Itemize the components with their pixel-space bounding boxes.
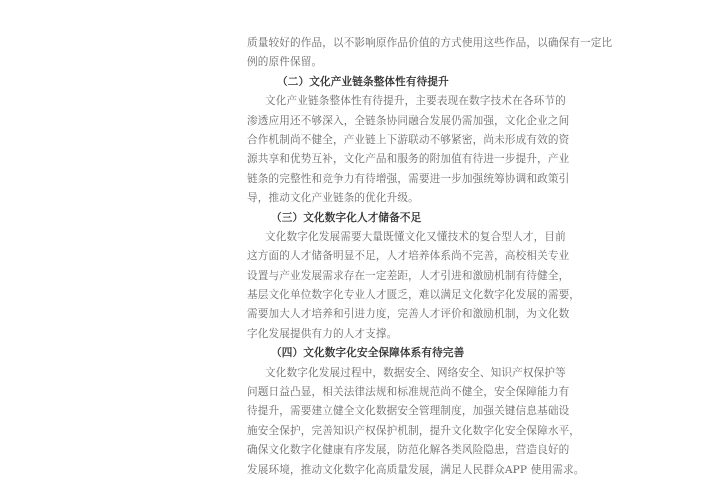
text-line: 渗透应用还不够深入，全链条协同融合发展仍需加强，文化企业之间 bbox=[247, 114, 570, 127]
text-line: 需要加大人才培养和引进力度，完善人才评价和激励机制，为文化数 bbox=[247, 308, 570, 321]
text-line: 字化发展提供有力的人才支撑。 bbox=[247, 327, 398, 340]
text-line: 链条的完整性和竞争力有待增强，需要进一步加强统筹协调和政策引 bbox=[247, 172, 570, 185]
text-line: 文化数字化发展过程中，数据安全、网络安全、知识产权保护等 bbox=[265, 366, 566, 379]
text-line: 施安全保护，完善知识产权保护机制，提升文化数字化安全保障水平， bbox=[247, 424, 581, 437]
text-line: 合作机制尚不健全，产业链上下游联动不够紧密，尚未形成有效的资 bbox=[247, 133, 570, 146]
text-line: 基层文化单位数字化专业人才匮乏，难以满足文化数字化发展的需要， bbox=[247, 289, 581, 302]
text-line: 导，推动文化产业链条的优化升级。 bbox=[247, 192, 419, 205]
text-line: 确保文化数字化健康有序发展，防范化解各类风险隐患，营造良好的 bbox=[247, 444, 570, 457]
text-line: 文化数字化发展需要大量既懂文化又懂技术的复合型人才，目前 bbox=[265, 230, 566, 243]
section-heading: （三）文化数字化人才储备不足 bbox=[271, 211, 422, 224]
section-heading: （四）文化数字化安全保障体系有待完善 bbox=[271, 347, 465, 360]
text-line: 设置与产业发展需求存在一定差距，人才引进和激励机制有待健全， bbox=[247, 269, 570, 282]
text-line: 源共享和优势互补，文化产品和服务的附加值有待进一步提升，产业 bbox=[247, 153, 570, 166]
text-line: 发展环境，推动文化数字化高质量发展，满足人民群众APP 使用需求。 bbox=[247, 463, 585, 476]
text-line: 文化产业链条整体性有待提升，主要表现在数字技术在各环节的 bbox=[265, 95, 566, 108]
text-line: 例的原件保留。 bbox=[247, 56, 323, 69]
text-line: 问题日益凸显，相关法律法规和标准规范尚不健全，安全保障能力有 bbox=[247, 386, 570, 399]
text-line: 质量较好的作品，以不影响原作品价值的方式使用这些作品，以确保有一定比 bbox=[247, 37, 613, 49]
text-line: 这方面的人才储备明显不足，人才培养体系尚不完善，高校相关专业 bbox=[247, 250, 570, 263]
text-line: 待提升，需要建立健全文化数据安全管理制度，加强关键信息基础设 bbox=[247, 405, 570, 418]
section-heading: （二）文化产业链条整体性有待提升 bbox=[277, 75, 449, 88]
document-text-block bbox=[247, 34, 613, 480]
